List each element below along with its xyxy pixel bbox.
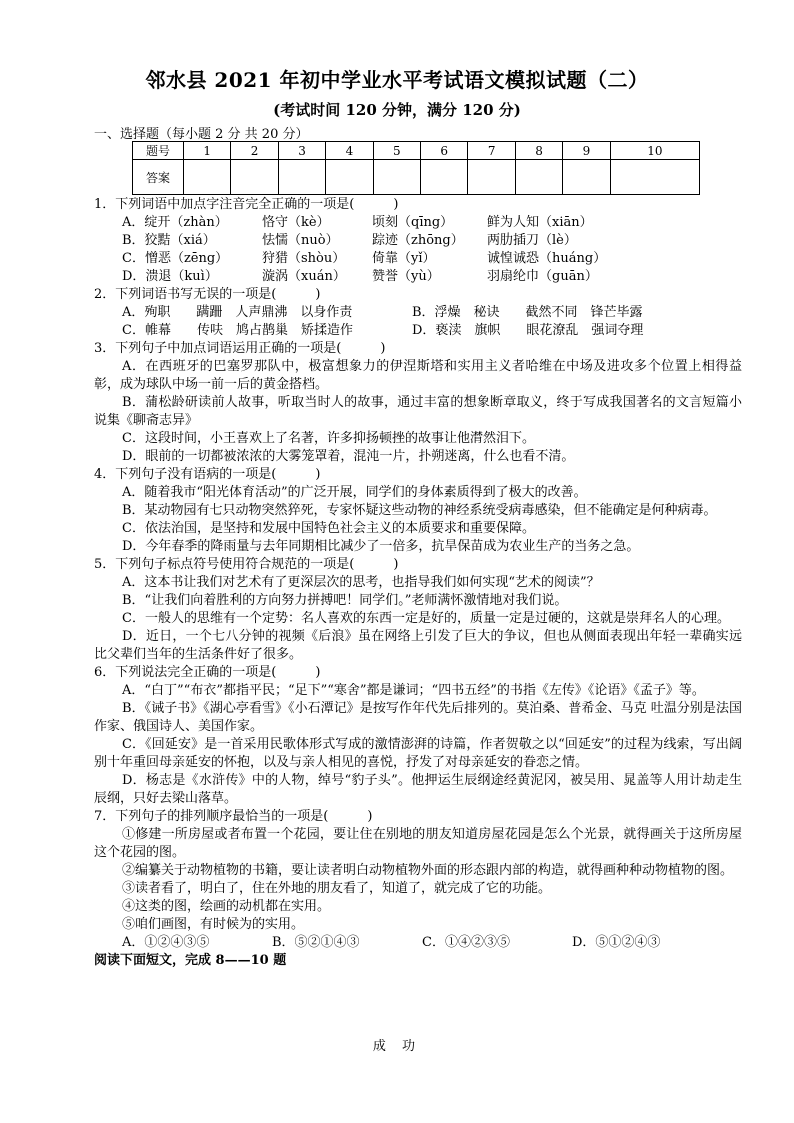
option-term: 恪守（kè）	[262, 215, 330, 230]
table-label-answer: 答案	[133, 160, 184, 195]
answer-table-answer-row	[133, 160, 700, 195]
question-7-stem: 7．下列句子的排列顺序最恰当的一项是( )	[94, 809, 373, 824]
question-7-sentence-4: ④这类的图，绘画的动机都在实用。	[122, 899, 331, 914]
option-term: 倚靠（yǐ）	[372, 251, 436, 266]
answer-cell[interactable]	[468, 160, 515, 195]
question-6-option-b: B．《诫子书》《湖心亭看雪》《小石潭记》是按写作年代先后排列的。莫泊桑、普希金、马克 吐温分别是法国作家、俄国诗人、美国作家。	[94, 701, 742, 734]
question-5-stem: 5．下列句子标点符号使用符合规范的一项是( )	[94, 557, 399, 572]
option-b: B．浮燥 秘诀 截然不同 锋芒毕露	[412, 305, 643, 320]
option-term: 踪迹（zhōng）	[372, 233, 464, 248]
question-1-option-b	[94, 232, 742, 250]
page-footer: 成 功	[372, 1039, 422, 1054]
answer-cell[interactable]	[231, 160, 278, 195]
answer-cell[interactable]	[610, 160, 699, 195]
option-term: 赞誉（yù）	[372, 269, 440, 284]
option-term: C．憎恶（zēng）	[122, 251, 229, 266]
answer-cell[interactable]	[373, 160, 420, 195]
question-4-option-c: C．依法治国，是坚持和发展中国特色社会主义的本质要求和重要保障。	[122, 521, 535, 536]
table-number-cell: 5	[373, 142, 420, 160]
option-term: 鲜为人知（xiān）	[487, 215, 593, 230]
answer-table	[132, 141, 700, 195]
question-4-option-b: B．某动物园有七只动物突然猝死，专家怀疑这些动物的神经系统受病毒感染，但不能确定是何种病毒。	[122, 503, 717, 518]
table-label-question-number: 题号	[133, 142, 184, 160]
option-term: B．狡黠（xiá）	[122, 233, 216, 248]
section-heading: 一、选择题（每小题 2 分 共 20 分）	[94, 127, 309, 142]
question-3-option-d: D．眼前的一切都被浓浓的大雾笼罩着，混沌一片，扑朔迷离，什么也看不清。	[122, 449, 575, 464]
option-term: 狩猎（shòu）	[262, 251, 346, 266]
option-c: C．①④②③⑤	[422, 935, 510, 950]
option-term: A．绽开（zhàn）	[122, 215, 228, 230]
option-term: 两肋插刀（lè）	[487, 233, 577, 248]
table-number-cell: 4	[326, 142, 373, 160]
answer-cell[interactable]	[515, 160, 562, 195]
option-term: 怯懦（nuò）	[262, 233, 339, 248]
table-number-cell: 3	[278, 142, 325, 160]
option-term: 诚惶诚恐（huáng）	[487, 251, 607, 266]
question-7-options	[94, 934, 742, 952]
question-5-option-c: C．一般人的思维有一个定势：名人喜欢的东西一定是好的，质量一定是过硬的，这就是崇拜名人的心理。	[122, 611, 730, 626]
option-term: 漩涡（xuán）	[262, 269, 346, 284]
question-1-option-a	[94, 214, 742, 232]
table-number-cell: 6	[421, 142, 468, 160]
question-6-stem: 6．下列说法完全正确的一项是( )	[94, 665, 321, 680]
question-6-option-a: A．“白丁”“布衣”都指平民；“足下”“寒舍”都是谦词；“四书五经”的书指《左传》《论语》《孟子》等。	[122, 683, 705, 698]
question-4-option-d: D．今年春季的降雨量与去年同期相比减少了一倍多，抗旱保苗成为农业生产的当务之急。	[122, 539, 640, 554]
question-7-sentence-1: ①修建一所房屋或者布置一个花园，要让住在别地的朋友知道房屋花园是怎么个光景，就得画关于这所房屋这个花园的图。	[94, 827, 742, 860]
option-term: 羽扇纶巾（guān）	[487, 269, 598, 284]
option-a: A．殉职 蹒跚 人声鼎沸 以身作责	[122, 305, 353, 320]
question-3-option-c: C．这段时间，小王喜欢上了名著，许多抑扬顿挫的故事让他潸然泪下。	[122, 431, 535, 446]
answer-cell[interactable]	[421, 160, 468, 195]
question-5-option-d: D．近日，一个七八分钟的视频《后浪》虽在网络上引发了巨大的争议，但也从侧面表现出年轻一辈确实远比父辈们当年的生活条件好了很多。	[94, 629, 742, 662]
question-2-option-ab	[94, 304, 742, 322]
table-number-cell: 7	[468, 142, 515, 160]
question-5-option-b: B．“让我们向着胜利的方向努力拼搏吧！同学们。”老师满怀激情地对我们说。	[122, 593, 568, 608]
table-number-cell: 10	[610, 142, 699, 160]
question-2-option-cd	[94, 322, 742, 340]
question-1-option-d	[94, 268, 742, 286]
answer-cell[interactable]	[278, 160, 325, 195]
option-b: B．⑤②①④③	[272, 935, 360, 950]
option-c: C．帷幕 传呋 鸠占鹊巢 矫揉造作	[122, 323, 353, 338]
reading-prompt: 阅读下面短文，完成 8——10 题	[94, 953, 287, 968]
option-d: D．亵渎 旗帜 眼花潦乱 强词夺理	[412, 323, 644, 338]
questions-body	[94, 196, 742, 970]
answer-table-header-row	[133, 142, 700, 160]
question-4-stem: 4．下列句子没有语病的一项是( )	[94, 467, 321, 482]
answer-cell[interactable]	[563, 160, 610, 195]
page-subtitle: (考试时间 120 分钟，满分 120 分)	[273, 101, 521, 119]
option-d: D．⑤①②④③	[572, 935, 661, 950]
question-2-stem: 2．下列词语书写无误的一项是( )	[94, 287, 321, 302]
question-7-sentence-3: ③读者看了，明白了，住在外地的朋友看了，知道了，就完成了它的功能。	[122, 881, 552, 896]
question-1-stem: 1．下列词语中加点字注音完全正确的一项是( )	[94, 197, 399, 212]
table-number-cell: 1	[184, 142, 231, 160]
question-4-option-a: A．随着我市“阳光体育活动”的广泛开展，同学们的身体素质得到了极大的改善。	[122, 485, 587, 500]
answer-cell[interactable]	[326, 160, 373, 195]
table-number-cell: 9	[563, 142, 610, 160]
option-a: A．①②④③⑤	[122, 935, 210, 950]
table-number-cell: 2	[231, 142, 278, 160]
question-7-sentence-2: ②编纂关于动物植物的书籍，要让读者明白动物植物外面的形态跟内部的构造，就得画种种动物植物的图。	[122, 863, 734, 878]
question-1-option-c	[94, 250, 742, 268]
question-3-option-a: A．在西班牙的巴塞罗那队中，极富想象力的伊涅斯塔和实用主义者哈维在中场及进攻多个位置上相得益彰，成为球队中场一前一后的黄金搭档。	[94, 359, 742, 392]
question-7-sentence-5: ⑤咱们画图，有时候为的实用。	[122, 917, 305, 932]
table-number-cell: 8	[515, 142, 562, 160]
question-5-option-a: A．这本书让我们对艺术有了更深层次的思考，也指导我们如何实现“艺术的阅读”？	[122, 575, 600, 590]
option-term: 顷刻（qīng）	[372, 215, 454, 230]
question-3-stem: 3．下列句子中加点词语运用正确的一项是( )	[94, 341, 386, 356]
option-term: D．溃退（kuì）	[122, 269, 218, 284]
question-6-option-c: C．《回延安》是一首采用民歌体形式写成的激情澎湃的诗篇，作者贺敬之以“回延安”的过程为线索，写出阔别十年重回母亲延安的怀抱，以及与亲人相见的喜悦，抒发了对母亲延安的眷恋之情。	[94, 737, 742, 770]
answer-cell[interactable]	[184, 160, 231, 195]
question-6-option-d: D．杨志是《水浒传》中的人物，绰号“豹子头”。他押运生辰纲途经黄泥冈，被吴用、晁盖等人用计劫走生辰纲，只好去梁山落草。	[94, 773, 742, 806]
question-3-option-b: B．蒲松龄研读前人故事，听取当时人的故事，通过丰富的想象断章取义，终于写成我国著名的文言短篇小说集《聊斋志异》	[94, 395, 742, 428]
page-title: 邻水县 2021 年初中学业水平考试语文模拟试题（二）	[145, 68, 649, 92]
